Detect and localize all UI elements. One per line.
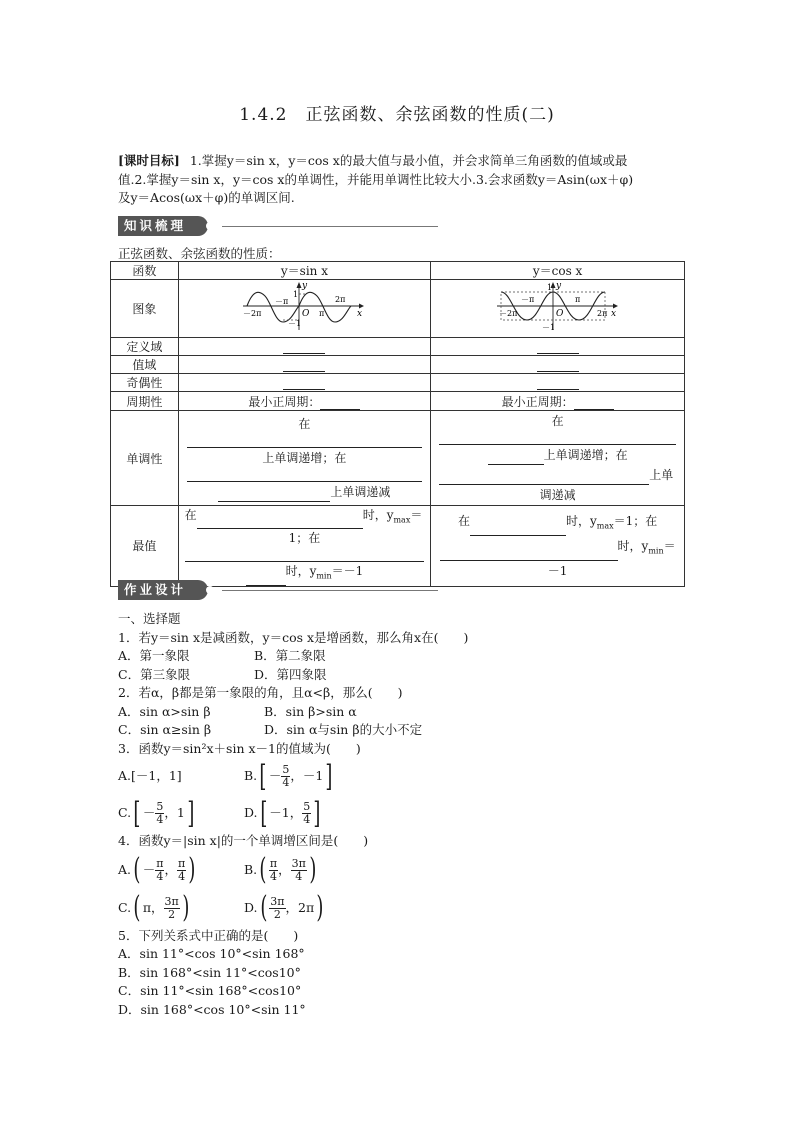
q1-option-b[interactable]: B．第二象限 xyxy=(254,648,326,663)
sin-y-arrow-icon xyxy=(297,282,302,288)
sin-domain-cell xyxy=(178,338,431,356)
sin-period-text: 最小正周期： xyxy=(248,394,321,409)
q3-a-label: A. xyxy=(118,768,132,783)
cos-inc-blank-2[interactable] xyxy=(488,452,544,465)
sin-x-arrow-icon xyxy=(359,304,364,309)
section-banner-knowledge xyxy=(118,216,438,238)
cos-tick-2pi: 2π xyxy=(596,309,607,318)
q3-option-a[interactable] xyxy=(118,758,240,794)
sin-ext-sub-min: min xyxy=(316,571,332,581)
q5-option-d[interactable]: D．sin 168°<cos 10°<sin 11° xyxy=(118,1001,306,1017)
cos-graph xyxy=(431,280,685,338)
row-label-domain: 定义域 xyxy=(111,338,179,356)
q4-option-d[interactable]: D.( $\frac{3\pi}{2}$ ，2π) xyxy=(243,890,324,925)
q3-b-label: B. xyxy=(243,768,258,783)
q3-b-fraction: $\frac{5}{4}$ xyxy=(282,763,290,789)
sin-parity-cell xyxy=(178,374,431,392)
cos-ext-sub-min: min xyxy=(648,546,664,556)
q1-option-d[interactable]: D．第四象限 xyxy=(254,666,327,682)
q3-c-neg: － xyxy=(142,805,156,820)
cos-y-one: 1 xyxy=(546,283,552,292)
sin-range-cell xyxy=(178,356,431,374)
cos-mono-dec-b: 调递减 xyxy=(539,488,576,502)
cos-origin: O xyxy=(555,309,563,319)
sin-domain-blank[interactable] xyxy=(283,341,325,354)
row-label-graph: 图象 xyxy=(111,280,179,338)
cos-parity-cell xyxy=(431,374,685,392)
sin-ext-eq: ＝ xyxy=(410,508,423,522)
sin-parity-blank[interactable] xyxy=(283,377,325,390)
q5-option-a[interactable]: A．sin 11°<cos 10°<sin 168° xyxy=(118,946,305,961)
sin-extreme-cell xyxy=(178,506,431,587)
banner-dot-icon xyxy=(206,222,214,230)
part-heading: 一、选择题 xyxy=(118,611,181,626)
header-function: 函数 xyxy=(111,262,179,280)
banner-rule-2 xyxy=(222,590,438,591)
sin-origin: O xyxy=(302,309,310,319)
cos-ext-eq-2: ＝ xyxy=(663,538,676,553)
sin-period-cell xyxy=(178,392,431,411)
cos-tick-negpi: －π xyxy=(520,295,534,304)
sin-x-label: x xyxy=(357,309,363,319)
sin-mono-cell xyxy=(178,411,431,506)
cos-max-blank[interactable] xyxy=(470,523,566,536)
cos-period-text: 最小正周期： xyxy=(501,394,574,409)
q3-option-d[interactable]: D.[ －1， $\frac{5}{4}$ ] xyxy=(243,795,321,831)
page-title: 1.4.2 正弦函数、余弦函数的性质(二) xyxy=(239,105,555,125)
q1-option-c[interactable]: C．第三象限 xyxy=(118,666,191,682)
q3-d-first: －1， xyxy=(269,805,303,820)
cos-inc-blank[interactable] xyxy=(439,431,676,445)
row-label-mono: 单调性 xyxy=(111,411,179,506)
sin-min-blank[interactable] xyxy=(185,548,425,562)
cos-mono-cell xyxy=(431,411,685,506)
q3-stem: 3．函数y＝sin²x＋sin x－1的值域为( ) xyxy=(118,740,361,756)
q4-option-b[interactable]: B.( $\frac{\pi}{4}$ ， $\frac{3\pi}{4}$ ) xyxy=(243,852,317,887)
q2-option-c[interactable]: C．sin α≥sin β xyxy=(118,722,212,737)
sin-mono-dec: 上单调递减 xyxy=(330,485,391,499)
cos-mono-in: 在 xyxy=(551,414,564,428)
q3-d-label: D. xyxy=(243,805,258,820)
cos-range-blank[interactable] xyxy=(537,359,579,372)
cos-ext-in: 在 xyxy=(457,513,470,528)
cos-period-cell xyxy=(431,392,685,411)
sin-y-neg-one: －1 xyxy=(288,319,302,328)
header-cos: y＝cos x xyxy=(431,262,685,280)
q4-stem: 4．函数y＝|sin x|的一个单调增区间是( ) xyxy=(118,833,369,848)
cos-domain-cell xyxy=(431,338,685,356)
sin-range-blank[interactable] xyxy=(283,359,325,372)
table-intro: 正弦函数、余弦函数的性质： xyxy=(118,246,281,261)
cos-domain-blank[interactable] xyxy=(537,341,579,354)
cos-y-neg-one: －1 xyxy=(541,323,555,332)
sin-period-blank[interactable] xyxy=(320,397,360,410)
sin-mono-in: 在 xyxy=(298,417,311,431)
q1-stem: 1．若y＝sin x是减函数，y＝cos x是增函数，那么角x在( ) xyxy=(118,629,469,645)
q3-b-rest: ，－1 xyxy=(290,768,324,783)
section-label: 知识梳理 xyxy=(118,216,208,236)
cos-ext-sub-max: max xyxy=(596,520,614,530)
question-list xyxy=(118,610,678,1019)
sin-graph xyxy=(178,280,431,338)
cos-dec-blank[interactable] xyxy=(439,472,649,485)
sin-y-one: 1 xyxy=(293,290,299,299)
sin-graph-svg xyxy=(239,280,369,334)
q5-option-c[interactable]: C．sin 11°<sin 168°<cos10° xyxy=(118,983,302,998)
row-label-parity: 奇偶性 xyxy=(111,374,179,392)
q3-d-fraction: $\frac{5}{4}$ xyxy=(303,800,311,826)
cos-extreme-cell xyxy=(431,506,685,587)
header-sin: y＝sin x xyxy=(178,262,431,280)
cos-x-arrow-icon xyxy=(613,304,618,309)
cos-x-label: x xyxy=(610,309,616,319)
goal-line-3: 及y＝Acos(ωx＋φ)的单调区间. xyxy=(118,190,295,205)
q1-option-a[interactable]: A．第一象限 xyxy=(118,648,190,663)
q5-option-b[interactable]: B．sin 168°<sin 11°<cos10° xyxy=(118,964,301,980)
row-label-period: 周期性 xyxy=(111,392,179,411)
cos-tick-pi: π xyxy=(574,295,580,304)
q3-c-rest: ，1 xyxy=(164,805,185,820)
q3-c-label: C. xyxy=(118,805,132,820)
banner-dot-icon-2 xyxy=(206,586,214,594)
sin-mono-inc: 上单调递增；在 xyxy=(262,451,347,465)
sin-ext-one: 1；在 xyxy=(288,531,321,546)
sin-inc-blank[interactable] xyxy=(187,434,423,448)
cos-mono-dec-a: 上单 xyxy=(649,468,674,482)
goal-label: [课时目标] xyxy=(118,153,180,168)
banner-rule xyxy=(222,226,438,227)
row-label-extreme: 最值 xyxy=(111,506,179,587)
cos-graph-svg xyxy=(493,280,623,334)
sin-tick-neg2pi: －2π xyxy=(243,309,262,318)
cos-range-cell xyxy=(431,356,685,374)
goal-line-2: 值.2.掌握y＝sin x，y＝cos x的单调性，并能用单调性比较大小.3.会求函数y＝Asin(ωx＋φ) xyxy=(118,171,634,187)
properties-table xyxy=(110,261,685,587)
q3-a-value: [－1，1] xyxy=(131,768,182,783)
q3-option-b[interactable]: B.[ － $\frac{5}{4}$ ，－1] xyxy=(243,758,333,794)
sin-ext-when: 时，y xyxy=(362,508,394,522)
q3-option-c[interactable]: C.[ － $\frac{5}{4}$ ，1] xyxy=(118,795,195,831)
sin-dec-blank[interactable] xyxy=(187,468,423,482)
cos-ext-when-2: 时，y xyxy=(617,538,649,553)
section-banner-homework xyxy=(118,580,438,602)
cos-tick-neg2pi: －2π xyxy=(498,309,517,318)
cos-mono-inc: 上单调递增；在 xyxy=(543,448,628,462)
sin-ext-when-2: 时，y xyxy=(285,564,317,579)
sin-dec-blank-2[interactable] xyxy=(218,489,330,502)
q5-stem: 5．下列关系式中正确的是( ) xyxy=(118,927,299,943)
sin-tick-2pi: 2π xyxy=(335,295,346,304)
cos-period-blank[interactable] xyxy=(574,397,614,410)
cos-ext-when: 时，y xyxy=(565,513,597,528)
cos-ext-eq: ＝1；在 xyxy=(613,513,658,528)
sin-ext-neg-one: ＝－1 xyxy=(331,564,364,579)
q4-option-a[interactable]: A.( － $\frac{\pi}{4}$ ， $\frac{\pi}{4}$ ) xyxy=(118,852,196,887)
cos-y-label: y xyxy=(555,281,561,291)
row-label-range: 值域 xyxy=(111,356,179,374)
sin-ext-in: 在 xyxy=(184,508,197,522)
q2-option-b[interactable]: B．sin β>sin α xyxy=(264,703,357,719)
q3-b-neg: － xyxy=(268,768,282,783)
q4-option-c[interactable]: C.( π， $\frac{3\pi}{2}$ ) xyxy=(118,890,190,925)
q3-c-fraction: $\frac{5}{4}$ xyxy=(156,800,164,826)
q2-option-d[interactable]: D．sin α与sin β的大小不定 xyxy=(264,722,423,737)
sin-tick-negpi: －π xyxy=(275,297,289,306)
sin-y-label: y xyxy=(302,281,308,291)
cos-min-blank[interactable] xyxy=(440,548,618,561)
sin-ext-sub-max: max xyxy=(393,515,411,525)
goal-line-1: 1.掌握y＝sin x，y＝cos x的最大值与最小值，并会求简单三角函数的值域或最 xyxy=(189,153,628,168)
sin-max-blank[interactable] xyxy=(197,516,363,529)
q2-option-a[interactable]: A．sin α>sin β xyxy=(118,703,211,719)
q2-stem: 2．若α，β都是第一象限的角，且α<β，那么( ) xyxy=(118,685,403,700)
lesson-goals xyxy=(118,152,678,208)
section-label-2: 作业设计 xyxy=(118,580,208,600)
cos-parity-blank[interactable] xyxy=(537,377,579,390)
cos-ext-neg-one: －1 xyxy=(547,564,568,579)
sin-tick-pi: π xyxy=(319,309,325,318)
